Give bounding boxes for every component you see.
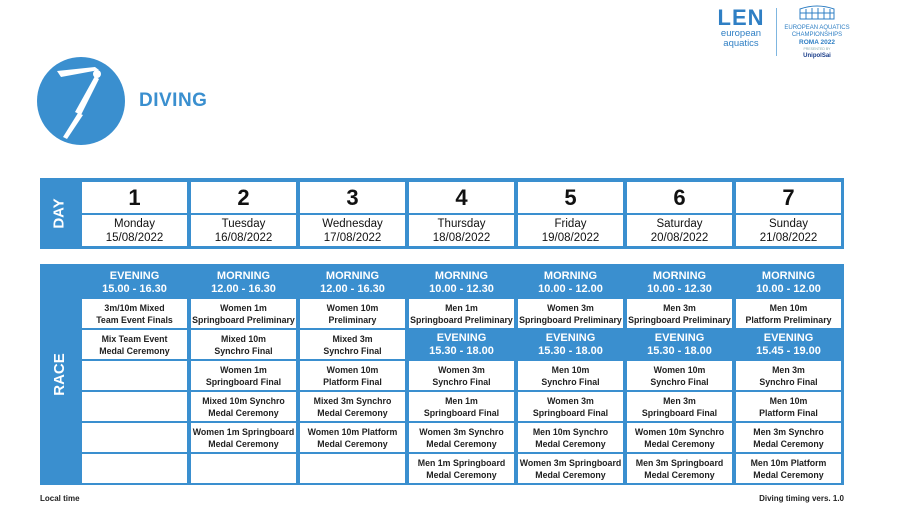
session-time: 10.00 - 12.30	[429, 282, 494, 295]
champ-logo-roma: ROMA 2022	[799, 39, 835, 46]
event-cell	[627, 454, 732, 483]
event-cell	[627, 299, 732, 328]
day-date-cell	[409, 215, 514, 246]
session-time: 15.00 - 16.30	[102, 282, 167, 295]
day-number-cell	[300, 182, 405, 213]
day-name: Saturday	[656, 217, 703, 230]
event-line2: Medal Ceremony	[535, 438, 606, 449]
event-line1: Women 3m	[547, 395, 594, 406]
session-name: MORNING	[543, 269, 598, 282]
day-name: Wednesday	[322, 217, 383, 230]
day-number-cell	[409, 182, 514, 213]
event-line1: Men 3m	[663, 395, 696, 406]
event-cell	[627, 361, 732, 390]
day-date-cell	[191, 215, 296, 246]
event-cell	[191, 423, 296, 452]
event-cell	[409, 299, 514, 328]
day-number-cell	[82, 182, 187, 213]
event-line2: Springboard Final	[641, 407, 718, 418]
day-number: 3	[346, 184, 359, 210]
event-line2: Medal Ceremony	[535, 469, 606, 480]
day-name: Friday	[554, 217, 587, 230]
day-number-cell	[191, 182, 296, 213]
champ-logo-presented-by: PRESENTED BY	[803, 47, 831, 51]
event-line2: Medal Ceremony	[753, 469, 824, 480]
event-cell	[191, 392, 296, 421]
session-header-cell	[409, 268, 514, 297]
event-line1: Women 3m Springboard	[519, 457, 622, 468]
day-date-cell	[82, 215, 187, 246]
event-line2: Medal Ceremony	[208, 438, 279, 449]
footer-version: Diving timing vers. 1.0	[759, 494, 844, 503]
session-name: MORNING	[434, 269, 489, 282]
event-cell	[736, 299, 841, 328]
race-label-text: RACE	[50, 353, 68, 396]
championships-logo	[779, 4, 855, 70]
day-number: 4	[455, 184, 468, 210]
session-time: 10.00 - 12.30	[647, 282, 712, 295]
session-header-cell	[518, 330, 623, 359]
event-line1: Mixed 3m	[332, 333, 373, 344]
day-date: 15/08/2022	[105, 231, 164, 244]
event-cell	[82, 454, 187, 483]
session-time: 12.00 - 16.30	[320, 282, 385, 295]
event-line1: 3m/10m Mixed	[104, 302, 165, 313]
day-date-cell	[300, 215, 405, 246]
event-cell	[518, 423, 623, 452]
logo-divider	[776, 8, 777, 56]
day-name: Thursday	[437, 217, 486, 230]
event-line2: Platform Final	[759, 407, 818, 418]
event-cell	[736, 361, 841, 390]
footer-local-time: Local time	[40, 494, 80, 503]
session-time: 10.00 - 12.00	[538, 282, 603, 295]
session-header-cell	[82, 268, 187, 297]
event-line1: Men 1m Springboard	[417, 457, 506, 468]
session-name: EVENING	[109, 269, 160, 282]
event-line1: Men 10m	[551, 364, 590, 375]
event-cell	[409, 423, 514, 452]
session-name: EVENING	[763, 331, 814, 344]
event-line1: Women 1m	[220, 302, 267, 313]
event-line1: Men 3m	[772, 364, 805, 375]
event-cell	[736, 454, 841, 483]
event-cell	[191, 330, 296, 359]
day-date: 16/08/2022	[214, 231, 273, 244]
event-line2: Medal Ceremony	[644, 438, 715, 449]
event-line2: Synchro Final	[541, 376, 600, 387]
event-line1: Men 10m Platform	[750, 457, 827, 468]
event-line2: Medal Ceremony	[317, 407, 388, 418]
event-line2: Synchro Final	[650, 376, 709, 387]
len-logo-line1: european	[720, 28, 762, 39]
event-cell	[191, 454, 296, 483]
session-header-cell	[627, 268, 732, 297]
day-date: 19/08/2022	[541, 231, 600, 244]
event-line2: Synchro Final	[759, 376, 818, 387]
session-header-cell	[736, 330, 841, 359]
event-line2: Platform Preliminary	[745, 314, 832, 325]
session-name: MORNING	[325, 269, 380, 282]
event-line1: Women 10m Platform	[307, 426, 398, 437]
session-name: EVENING	[545, 331, 596, 344]
day-date: 17/08/2022	[323, 231, 382, 244]
event-cell	[300, 299, 405, 328]
event-line2: Preliminary	[328, 314, 377, 325]
day-date: 21/08/2022	[759, 231, 818, 244]
day-date: 20/08/2022	[650, 231, 709, 244]
session-header-cell	[627, 330, 732, 359]
day-number: 6	[673, 184, 686, 210]
session-header-cell	[300, 268, 405, 297]
day-number: 5	[564, 184, 577, 210]
event-line1: Women 3m	[438, 364, 485, 375]
day-name: Sunday	[768, 217, 808, 230]
event-cell	[409, 361, 514, 390]
event-line1: Women 10m	[653, 364, 706, 375]
day-number: 2	[237, 184, 250, 210]
event-line1: Mixed 10m Synchro	[202, 395, 285, 406]
day-name: Tuesday	[221, 217, 266, 230]
event-line2: Synchro Final	[214, 345, 273, 356]
event-cell	[518, 299, 623, 328]
event-line1: Mix Team Event	[101, 333, 168, 344]
event-cell	[736, 392, 841, 421]
event-line1: Women 10m	[326, 302, 379, 313]
event-line1: Men 3m Springboard	[635, 457, 724, 468]
day-side-label	[40, 178, 78, 249]
event-line1: Men 10m Synchro	[532, 426, 609, 437]
event-cell	[300, 423, 405, 452]
event-line2: Springboard Preliminary	[519, 314, 622, 325]
event-cell	[82, 330, 187, 359]
race-side-label	[40, 264, 78, 485]
event-line2: Springboard Final	[205, 376, 282, 387]
event-line1: Women 1m Springboard	[192, 426, 295, 437]
day-number-cell	[627, 182, 732, 213]
event-line1: Women 1m	[220, 364, 267, 375]
event-line1: Men 1m	[445, 395, 478, 406]
session-time: 15.30 - 18.00	[647, 344, 712, 357]
len-logo-line2: aquatics	[723, 38, 759, 49]
event-cell	[736, 423, 841, 452]
event-line2: Springboard Final	[532, 407, 609, 418]
session-time: 15.30 - 18.00	[538, 344, 603, 357]
event-line2: Medal Ceremony	[426, 469, 497, 480]
event-line2: Medal Ceremony	[644, 469, 715, 480]
event-cell	[300, 330, 405, 359]
day-number-cell	[518, 182, 623, 213]
event-line2: Medal Ceremony	[426, 438, 497, 449]
champ-logo-line1: EUROPEAN AQUATICS	[784, 25, 850, 31]
event-line1: Men 10m	[769, 302, 808, 313]
event-line1: Men 10m	[769, 395, 808, 406]
event-cell	[191, 299, 296, 328]
session-time: 10.00 - 12.00	[756, 282, 821, 295]
colosseum-icon	[797, 4, 837, 20]
event-cell	[191, 361, 296, 390]
event-line2: Synchro Final	[323, 345, 382, 356]
session-time: 12.00 - 16.30	[211, 282, 276, 295]
event-cell	[300, 392, 405, 421]
event-cell	[518, 454, 623, 483]
event-line1: Men 3m Synchro	[753, 426, 824, 437]
event-line1: Mixed 3m Synchro	[313, 395, 392, 406]
event-line1: Men 3m	[663, 302, 696, 313]
session-name: EVENING	[436, 331, 487, 344]
day-number-cell	[736, 182, 841, 213]
event-line2: Springboard Preliminary	[192, 314, 295, 325]
champ-logo-line2: CHAMPIONSHIPS	[791, 32, 843, 38]
day-label-text: DAY	[50, 198, 68, 229]
event-line1: Women 3m	[547, 302, 594, 313]
event-cell	[409, 454, 514, 483]
session-header-cell	[191, 268, 296, 297]
session-time: 15.45 - 19.00	[756, 344, 821, 357]
event-cell	[82, 392, 187, 421]
event-line1: Women 3m Synchro	[419, 426, 504, 437]
day-date-cell	[627, 215, 732, 246]
event-cell	[82, 423, 187, 452]
session-header-cell	[518, 268, 623, 297]
day-name: Monday	[114, 217, 155, 230]
day-number: 1	[128, 184, 141, 210]
session-name: EVENING	[654, 331, 705, 344]
event-cell	[82, 361, 187, 390]
event-cell	[627, 423, 732, 452]
event-cell	[300, 454, 405, 483]
page-title: DIVING	[139, 90, 208, 111]
event-cell	[518, 392, 623, 421]
session-time: 15.30 - 18.00	[429, 344, 494, 357]
event-line1: Men 1m	[445, 302, 478, 313]
event-cell	[409, 392, 514, 421]
day-date: 18/08/2022	[432, 231, 491, 244]
event-line2: Platform Final	[323, 376, 382, 387]
event-cell	[518, 361, 623, 390]
sponsor-logo: UnipolSai	[803, 53, 831, 59]
event-line2: Medal Ceremony	[753, 438, 824, 449]
event-line2: Medal Ceremony	[99, 345, 170, 356]
event-line1: Women 10m	[326, 364, 379, 375]
session-header-cell	[409, 330, 514, 359]
len-european-aquatics-logo	[707, 7, 775, 55]
diver-icon	[37, 57, 125, 145]
session-header-cell	[736, 268, 841, 297]
event-line2: Medal Ceremony	[317, 438, 388, 449]
event-line1: Women 10m Synchro	[634, 426, 725, 437]
event-cell	[82, 299, 187, 328]
event-line2: Springboard Preliminary	[410, 314, 513, 325]
event-cell	[627, 392, 732, 421]
event-line2: Medal Ceremony	[208, 407, 279, 418]
event-line2: Springboard Preliminary	[628, 314, 731, 325]
session-name: MORNING	[652, 269, 707, 282]
event-cell	[300, 361, 405, 390]
event-line2: Springboard Final	[423, 407, 500, 418]
len-logo-mark: LEN	[717, 5, 765, 30]
session-name: MORNING	[216, 269, 271, 282]
event-line2: Team Event Finals	[96, 314, 173, 325]
session-name: MORNING	[761, 269, 816, 282]
event-line1: Mixed 10m	[221, 333, 266, 344]
day-date-cell	[736, 215, 841, 246]
day-date-cell	[518, 215, 623, 246]
event-line2: Synchro Final	[432, 376, 491, 387]
day-number: 7	[782, 184, 795, 210]
